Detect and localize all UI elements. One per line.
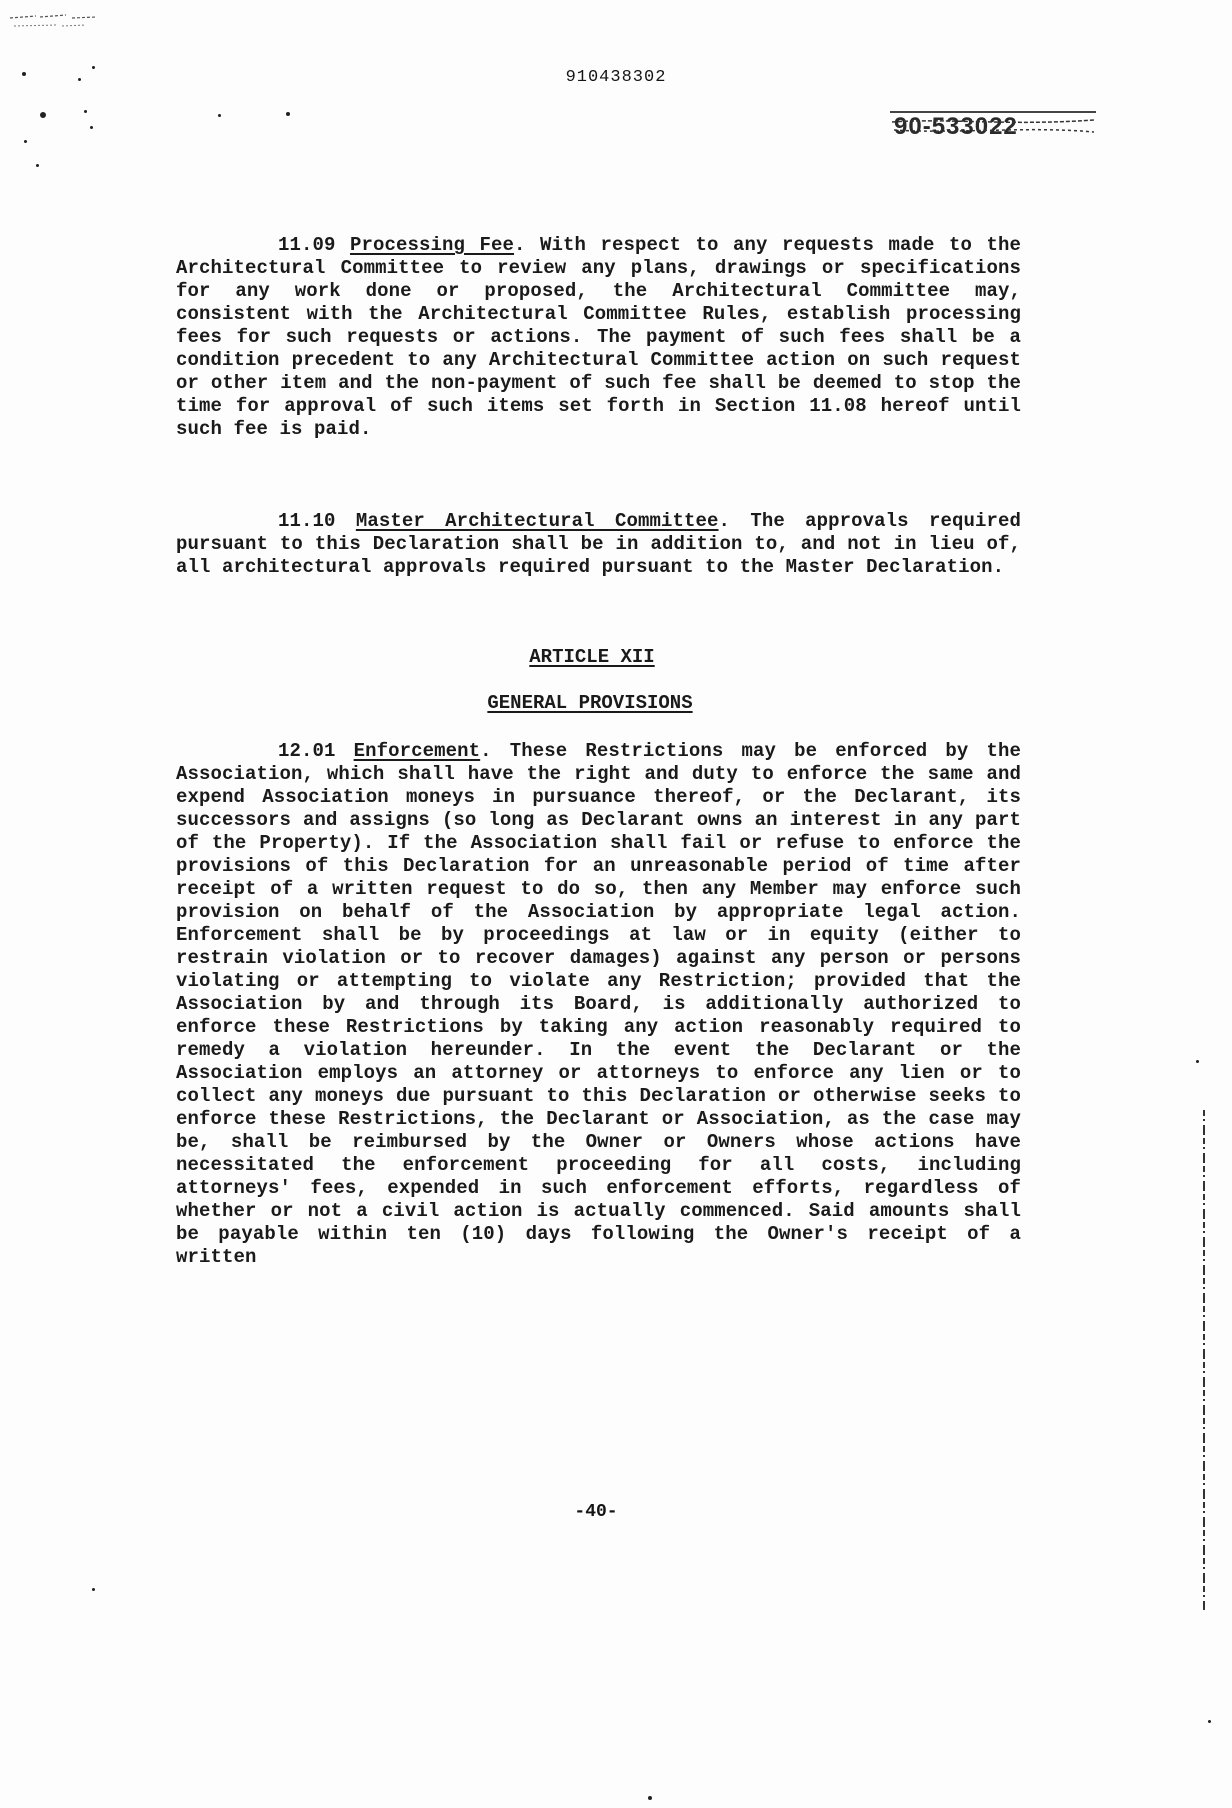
scan-speck [648,1796,652,1800]
scan-speck [218,114,221,117]
section-title: Processing Fee [350,234,515,256]
section-title: Enforcement [353,740,481,762]
scan-speck [286,112,290,116]
document-number: 910438302 [565,68,667,87]
scan-speck [40,112,46,118]
article-number: ARTICLE XII [529,646,655,668]
section-title: Master Architectural Committee [355,510,719,532]
scan-speck [90,126,93,129]
scan-speck [1208,1720,1211,1723]
section-number: 11.10 [278,510,336,532]
svg-text:90-533022: 90-533022 [894,113,1018,140]
section-number: 12.01 [278,740,336,762]
scan-edge-marks [1202,1110,1206,1610]
article-title: GENERAL PROVISIONS [487,692,693,714]
scan-speck [84,110,87,113]
recording-stamp [888,104,1098,140]
section-text: With respect to any requests made to the Architectural Committee to review any plans, drawings or specifications for any work done or proposed, the Architectural Committee may, consistent with the Architectural Committee Rules, establish processing fees for such requests or actions. The payment of such fees shall be a condition precedent to any Architectural Committee action on such request or other item and the non-payment of such fee shall be deemed to stop the time for approval of such items set forth in Section 11.08 hereof until such fee is paid. [176,234,1021,440]
scan-speck [1196,1060,1199,1063]
scan-speck [36,164,39,167]
section-number: 11.09 [278,234,336,256]
page-number: -40- [574,1502,618,1522]
section-11-09: 11.09 Processing Fee. With respect to any requests made to the Architectural Committee to review any plans, drawings or specifications for any work done or proposed, the Architectural Committee may, consistent with the Architectural Committee Rules, establish processing fees for such requests or actions. The payment of such fees shall be a condition precedent to any Architectural Committee action on such request or other item and the non-payment of such fee shall be deemed to stop the time for approval of such items set forth in Section 11.08 hereof until such fee is paid. [176,234,1021,440]
scan-speck [92,1588,95,1591]
section-text: These Restrictions may be enforced by the Association, which shall have the right and duty to enforce the same and expend Association moneys in pursuance thereof, or the Declarant, its successors and assigns (so long as Declarant owns an interest in any part of the Property). If the Association shall fail or refuse to enforce the provisions of this Declaration for an unreasonable period of time after receipt of a written request to do so, then any Member may enforce such provision on behalf of the Association by appropriate legal action. Enforcement shall be by proceedings at law or in equity (either to restrain violation or to recover damages) against any person or persons violating or attempting to violate any Restriction; provided that the Association by and through its Board, is additionally authorized to enforce these Restrictions by taking any action reasonably required to remedy a violation hereunder. In the event the Declarant or the Association employs an attorney or attorneys to enforce any lien or to collect any moneys due pursuant to this Declaration or otherwise seeks to enforce these Restrictions, the Declarant or Association, as the case may be, shall be reimbursed by the Owner or Owners whose actions have necessitated the enforcement proceeding for all costs, including attorneys' fees, expended in such enforcement efforts, regardless of whether or not a civil action is actually commenced. Said amounts shall be payable within ten (10) days following the Owner's receipt of a written [176,740,1021,1268]
scanner-header-mark [6,6,116,30]
stamp-lettering [890,112,1096,140]
scan-speck [24,140,27,143]
section-text: The approvals required pursuant to this Declaration shall be in addition to, and not in lieu of, all architectural approvals required pursuant to the Master Declaration. [176,510,1021,578]
section-11-10: 11.10 Master Architectural Committee. The approvals required pursuant to this Declaration shall be in addition to, and not in lieu of, all architectural approvals required pursuant to the Master Declaration. [176,510,1021,578]
section-12-01: 12.01 Enforcement. These Restrictions may be enforced by the Association, which shall have the right and duty to enforce the same and expend Association moneys in pursuance thereof, or the Declarant, its successors and assigns (so long as Declarant owns an interest in any part of the Property). If the Association shall fail or refuse to enforce the provisions of this Declaration for an unreasonable period of time after receipt of a written request to do so, then any Member may enforce such provision on behalf of the Association by appropriate legal action. Enforcement shall be by proceedings at law or in equity (either to restrain violation or to recover damages) against any person or persons violating or attempting to violate any Restriction; provided that the Association by and through its Board, is additionally authorized to enforce these Restrictions by taking any action reasonably required to remedy a violation hereunder. In the event the Declarant or the Association employs an attorney or attorneys to enforce any lien or to collect any moneys due pursuant to this Declaration or otherwise seeks to enforce these Restrictions, the Declarant or Association, as the case may be, shall be reimbursed by the Owner or Owners whose actions have necessitated the enforcement proceeding for all costs, including attorneys' fees, expended in such enforcement efforts, regardless of whether or not a civil action is actually commenced. Said amounts shall be payable within ten (10) days following the Owner's receipt of a written [176,740,1021,1268]
